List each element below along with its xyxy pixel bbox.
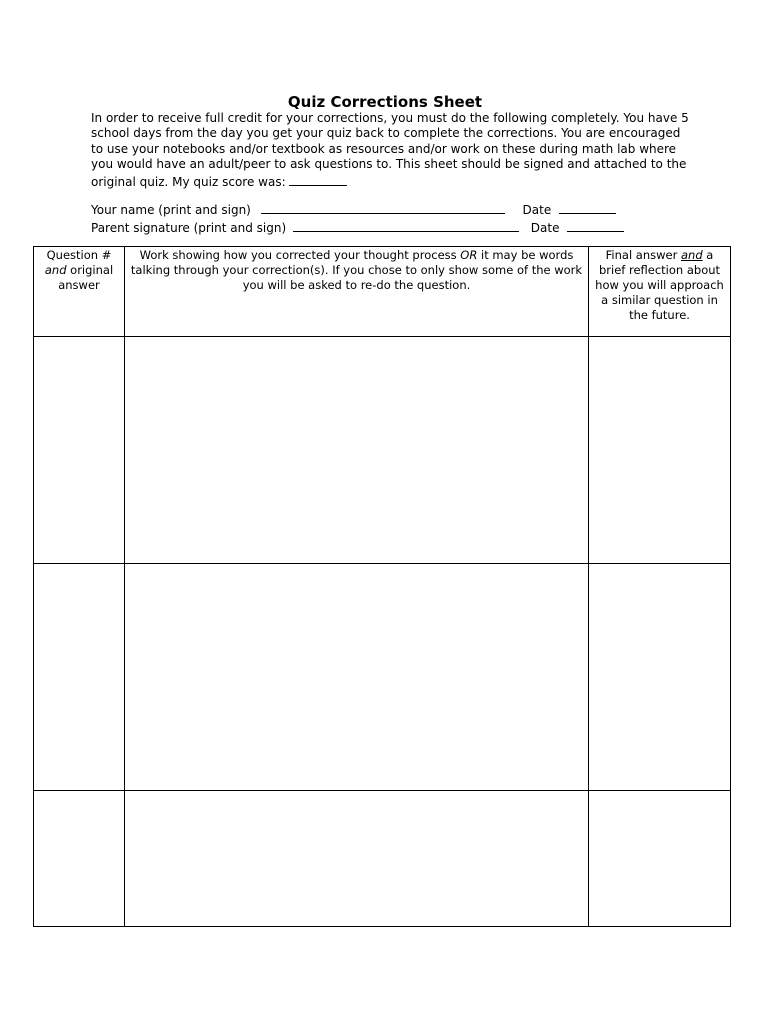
page-title: Quiz Corrections Sheet [287, 93, 483, 111]
question-cell[interactable] [34, 337, 125, 564]
student-name-blank[interactable] [261, 201, 505, 214]
work-cell[interactable] [125, 791, 589, 927]
question-cell[interactable] [34, 791, 125, 927]
student-date-label: Date [522, 203, 552, 217]
student-name-label: Your name (print and sign) [91, 203, 251, 217]
reflection-cell[interactable] [589, 337, 731, 564]
work-cell[interactable] [125, 337, 589, 564]
header-final-answer-reflection: Final answer and a brief reflection about how you will approach a similar question in the future. [589, 247, 731, 337]
parent-date-label: Date [530, 220, 560, 235]
reflection-cell[interactable] [589, 564, 731, 791]
header-work-showing: Work showing how you corrected your thought process OR it may be words talking through your correction(s). If you chose to only show some of the work you will be asked to re-do the question. [125, 247, 589, 337]
parent-signature-blank[interactable] [293, 219, 519, 232]
table-row [34, 564, 731, 791]
table-header-row [34, 247, 731, 337]
parent-signature-row [91, 219, 691, 237]
work-cell[interactable] [125, 564, 589, 791]
question-cell[interactable] [34, 564, 125, 791]
table-row [34, 791, 731, 927]
corrections-table [33, 246, 731, 927]
signature-section [91, 201, 691, 236]
parent-signature-label: Parent signature (print and sign) [91, 220, 287, 235]
header-question-original-answer: Question # and original answer [34, 247, 125, 337]
parent-date-blank[interactable] [567, 219, 624, 232]
student-date-blank[interactable] [559, 201, 616, 214]
reflection-cell[interactable] [589, 791, 731, 927]
instructions-text: In order to receive full credit for your corrections, you must do the following completely. You have 5 school days from the day you get your quiz back to complete the corrections. You are encouraged to use your notebooks and/or textbook as resources and/or work on these during math lab where you would have an adult/peer to ask questions to. This sheet should be signed and attached to the original quiz. My quiz score was: [91, 111, 689, 189]
instructions [91, 111, 691, 190]
table-row [34, 337, 731, 564]
quiz-score-blank[interactable] [289, 173, 347, 186]
student-signature-row [91, 201, 691, 219]
